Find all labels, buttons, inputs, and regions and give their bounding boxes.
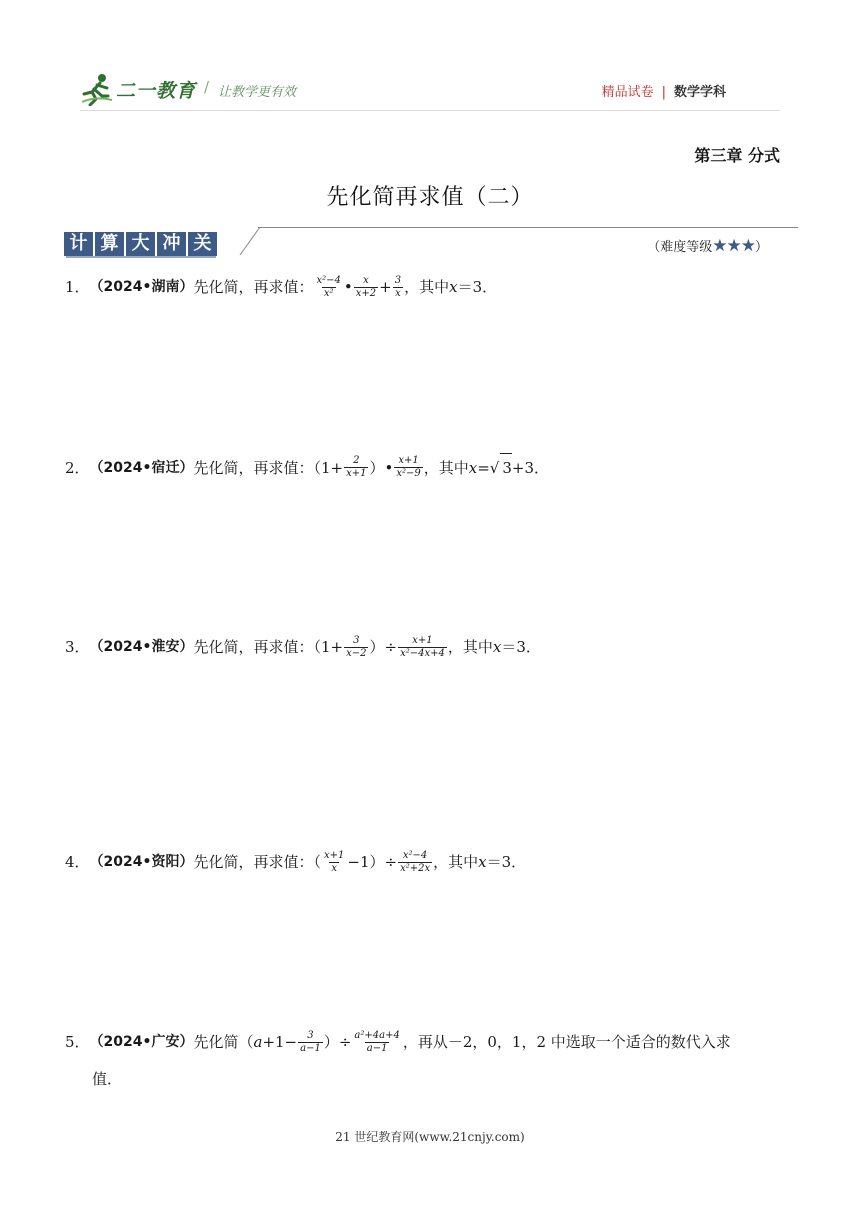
variable: x (478, 853, 487, 871)
problem-text: ）÷ (323, 1033, 352, 1051)
problem-number: 2． (65, 458, 90, 477)
fraction: $\frac{x+1}{x}$ (323, 849, 345, 874)
problem-tail: ＝3． (457, 278, 498, 296)
difficulty-close: ） (754, 240, 768, 255)
section-banner (64, 232, 217, 256)
variable: x (468, 458, 478, 477)
problem-number: 3． (65, 638, 90, 656)
variable: x (492, 638, 502, 656)
banner-char: 关 (188, 232, 217, 256)
sqrt-value: 3 (500, 453, 512, 482)
problem-text: +1− (262, 1033, 298, 1051)
problem-source: （2024•资阳） (89, 854, 194, 870)
banner-char: 冲 (157, 232, 186, 256)
fraction: $\frac{\text{a²+4a+4}}{a-1}$ (354, 1029, 400, 1054)
problem-tail: ，其中 (433, 853, 479, 871)
problem-2 (65, 453, 549, 482)
problem-source: （2024•湖南） (89, 279, 194, 295)
problem-5-continued: 值． (92, 1070, 123, 1088)
problem-tail: ，其中 (404, 278, 450, 296)
problem-number: 5． (65, 1033, 90, 1051)
header-tags (602, 81, 726, 100)
logo-slogan: 让教学更有效 (218, 85, 297, 100)
fraction: $\frac{x}{x+2}$ (355, 274, 377, 299)
fraction: $\frac{3}{x}$ (394, 274, 402, 299)
banner-char: 计 (64, 232, 93, 256)
tag-separator: | (661, 85, 666, 100)
problem-number: 1． (65, 278, 90, 296)
fraction: $\frac{\text{x²−4}}{\text{x²}}$ (316, 274, 341, 299)
banner-char: 算 (95, 232, 124, 256)
page-title: 先化简再求值（二） (326, 185, 534, 210)
banner-char: 大 (126, 232, 155, 256)
tag-paper: 精品试卷 (601, 85, 654, 100)
fraction: $\frac{x+1}{\text{x²−9}}$ (396, 455, 421, 479)
problem-source: （2024•宿迁） (89, 459, 194, 476)
problem-4 (65, 848, 526, 876)
problem-tail: ，其中 (423, 458, 469, 477)
problem-number: 4． (65, 853, 90, 871)
problem-source: （2024•广安） (89, 1034, 194, 1050)
fraction: $\frac{3}{a-1}$ (300, 1029, 321, 1054)
problem-3 (65, 633, 541, 661)
plus-operator: + (379, 278, 392, 296)
header-divider (80, 110, 780, 111)
equals: = (477, 458, 490, 477)
difficulty-rating (647, 236, 768, 256)
problem-source: （2024•淮安） (89, 639, 194, 655)
fraction: $\frac{\text{x²−4}}{\text{x²+2x}}$ (400, 849, 431, 874)
dot-operator: • (343, 278, 353, 296)
fraction: $\frac{2}{x+1}$ (346, 455, 367, 479)
variable: x (449, 278, 458, 296)
sqrt-sign: √ (489, 458, 500, 477)
logo-slash: / (204, 78, 210, 96)
problem-text: 先化简，再求值：（ (193, 853, 321, 871)
problem-1 (65, 273, 497, 301)
fraction: $\frac{x+1}{\text{x²−4x+4}}$ (400, 634, 445, 659)
fraction: $\frac{3}{x-2}$ (346, 634, 367, 659)
logo (80, 70, 310, 108)
problem-tail: ，再从－2，0，1，2 中选取一个适合的数代入求 (402, 1033, 731, 1051)
problem-text: −1）÷ (347, 853, 398, 871)
problem-text: ）÷ (369, 638, 398, 656)
problem-tail: ，其中 (447, 638, 493, 656)
problem-tail: +3． (511, 458, 550, 477)
problem-text: ）• (369, 458, 394, 477)
banner-underline (66, 256, 216, 258)
problem-text: 先化简，再求值：（1+ (193, 638, 344, 656)
runner-logo-icon (80, 72, 114, 106)
problem-text: 先化简（ (193, 1033, 254, 1051)
difficulty-label: （难度等级 (647, 240, 713, 255)
variable: a (253, 1033, 263, 1051)
star-icon: ★★★ (712, 236, 755, 256)
footer: 21 世纪教育网(www.21cnjy.com) (335, 1130, 525, 1144)
problem-tail: ＝3． (501, 638, 541, 656)
problem-text: 先化简，再求值： (193, 278, 314, 296)
banner-rule (258, 227, 798, 228)
problem-5 (65, 1028, 731, 1056)
problem-tail: ＝3． (486, 853, 527, 871)
chapter-label: 第三章 分式 (694, 146, 780, 165)
tag-subject: 数学学科 (673, 85, 726, 100)
banner-slant-line (238, 226, 262, 256)
logo-text: 二一教育 (116, 80, 197, 102)
problem-text: 先化简，再求值：（1+ (193, 458, 344, 477)
